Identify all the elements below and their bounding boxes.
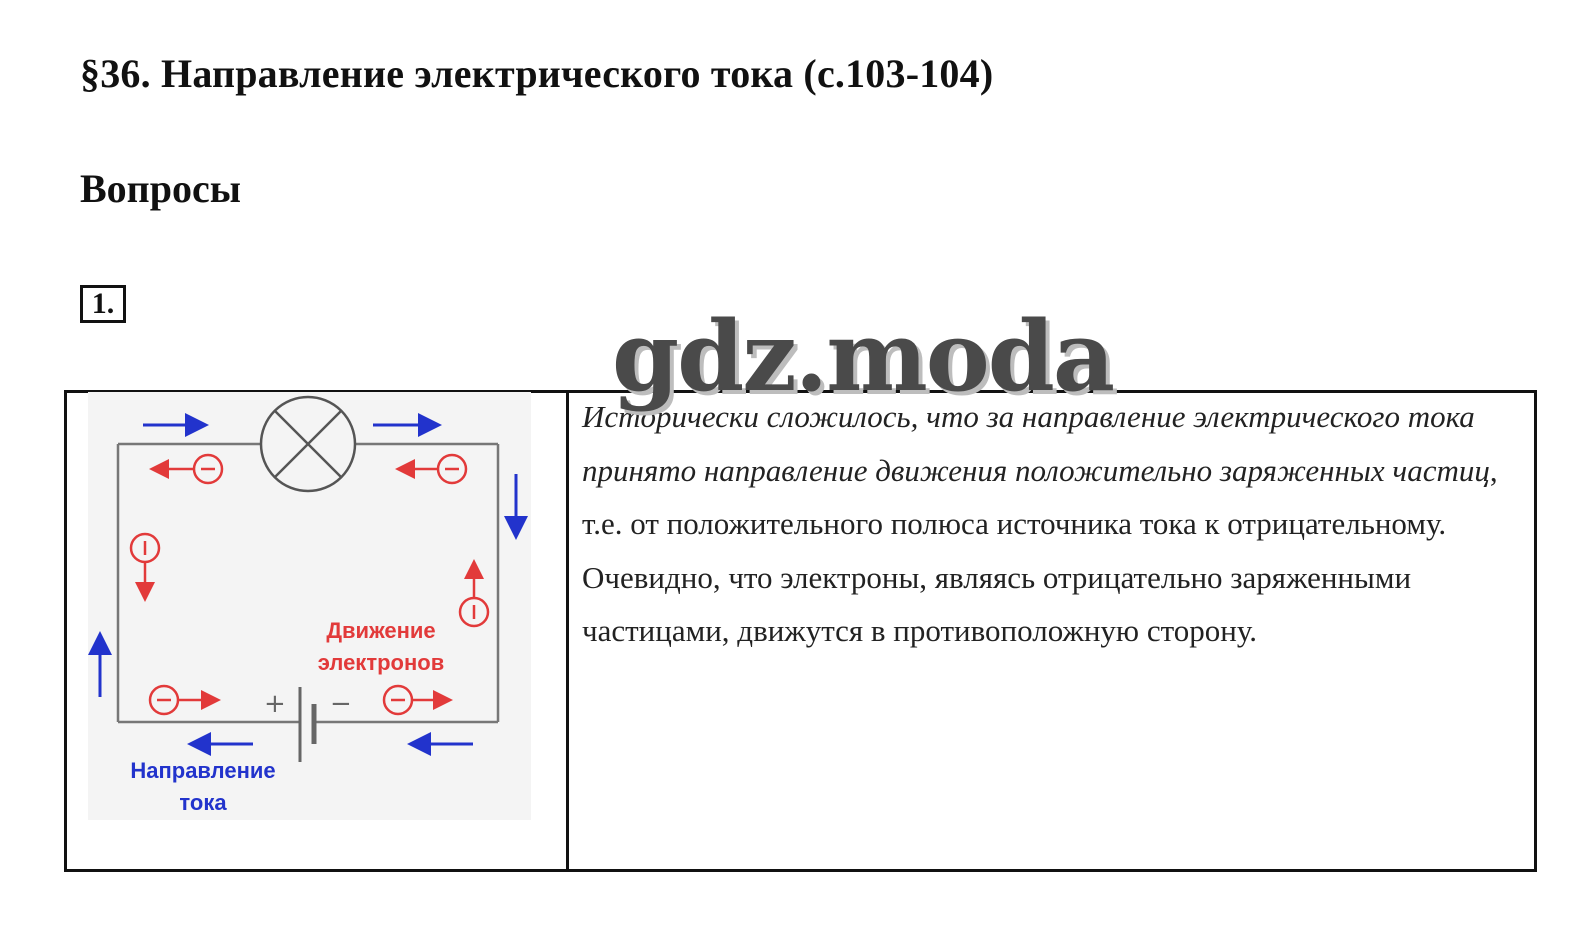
circuit-wires	[118, 444, 498, 722]
section-title: Вопросы	[80, 166, 241, 211]
battery-icon	[300, 687, 314, 762]
page-title: §36. Направление электрического тока (с.103-104)	[80, 51, 994, 96]
current-arrows	[100, 425, 516, 744]
watermark-logo: gdz.moda	[612, 300, 1114, 413]
battery-plus: +	[264, 689, 286, 719]
question-number: 1.	[80, 285, 126, 323]
answer-paragraph-1	[582, 390, 1522, 551]
lamp-icon	[261, 397, 355, 491]
table-divider	[566, 390, 569, 872]
current-label-line2: тока	[179, 790, 227, 815]
electron-markers	[131, 455, 488, 714]
circuit-diagram	[88, 392, 531, 820]
current-label-line1: Направление	[130, 758, 276, 783]
answer-italic-part: Исторически сложилось, что за направление электрического тока принято направление движения положительно заряженных частиц	[582, 399, 1490, 488]
electrons-label-line1: Движение	[326, 618, 436, 643]
answer-paragraph-2: Очевидно, что электроны, являясь отрицательно заряженными частицами, движутся в противоположную сторону.	[582, 559, 1412, 648]
circuit-diagram-svg	[88, 392, 531, 820]
battery-minus: −	[330, 689, 352, 719]
electrons-label-line2: электронов	[317, 650, 445, 675]
answer-text	[582, 390, 1522, 658]
answer-regular-part: , т.е. от положительного полюса источника тока к отрицательному.	[582, 452, 1498, 541]
